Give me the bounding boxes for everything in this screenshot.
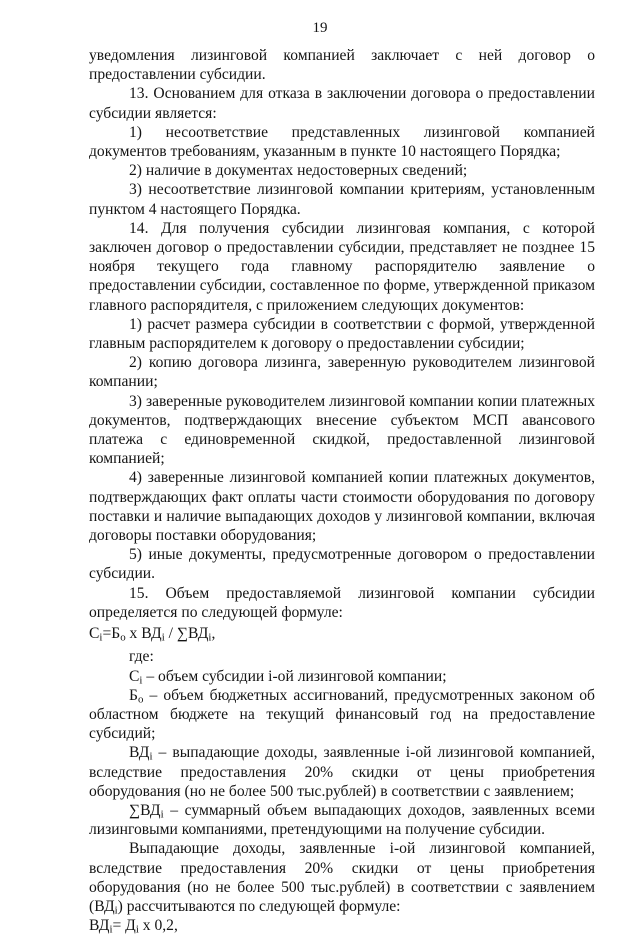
paragraph: 5) иные документы, предусмотренные договором о предоставлении субсидии. bbox=[89, 546, 595, 583]
paragraph: 3) несоответствие лизинговой компании критериям, установленным пунктом 4 настоящего Порядка. bbox=[89, 181, 595, 218]
paragraph-list bbox=[89, 46, 595, 622]
paragraph: уведомления лизинговой компанией заключает с ней договор о предоставлении субсидии. bbox=[89, 47, 595, 84]
definition-b: $Б_о$ – объем бюджетных ассигнований, предусмотренных законом об областном бюджете на текущий финансовый год на предоставление субсидий; bbox=[89, 686, 595, 743]
paragraph: 2) копию договора лизинга, заверенную руководителем лизинговой компании; bbox=[89, 354, 595, 391]
paragraph: 4) заверенные лизинговой компанией копии платежных документов, подтверждающих факт оплаты части стоимости оборудования по договору поставки и наличие выпадающих доходов у лизинговой компании, включая договоры поставки оборудования; bbox=[89, 469, 595, 545]
paragraph: 1) несоответствие представленных лизинговой компанией документов требованиям, указанным в пункте 10 настоящего Порядка; bbox=[89, 123, 595, 161]
paragraph: 3) заверенные руководителем лизинговой компании копии платежных документов, подтверждающих внесение субъектом МСП авансового платежа с единовременной скидкой, предоставленной лизинговой компанией; bbox=[89, 392, 595, 468]
paragraph: 1) расчет размера субсидии в соответствии с формой, утвержденной главным распорядителем к договору о предоставлении субсидии; bbox=[89, 315, 595, 353]
formula-subsidy: $С_i=Б_о$ х $ВД_i / \sum ВД_i$, bbox=[89, 625, 216, 644]
page-number: 19 bbox=[312, 20, 328, 36]
paragraph: 2) наличие в документах недостоверных сведений; bbox=[129, 162, 468, 180]
document-body bbox=[89, 46, 595, 935]
where-label: где: bbox=[129, 648, 154, 666]
definition-c: $С_i$ – объем субсидии i-ой лизинговой компании; bbox=[129, 667, 447, 687]
definition-vd: $ВД_i$ – выпадающие доходы, заявленные i-ой лизинговой компанией, вследствие предоставления 20% скидки от цены приобретения оборудования (но не более 500 тыс.рублей) в соответствии с заявлением; bbox=[89, 744, 595, 800]
formula-lost-income: $ВД_i= Д_i$ х 0,2, bbox=[89, 917, 178, 936]
paragraph-lost-income: Выпадающие доходы, заявленные i-ой лизинговой компанией, вследствие предоставления 20% скидки от цены приобретения оборудования (но не более 500 тыс.рублей) в соответствии с заявлением $(ВД_i)$ рассчитываются по следующей формуле: bbox=[89, 840, 595, 917]
paragraph: 13. Основанием для отказа в заключении договора о предоставлении субсидии является: bbox=[89, 85, 595, 122]
definition-sum-vd: $\sum ВД_i$ – суммарный объем выпадающих доходов, заявленных всеми лизинговыми компаниями, претендующими на получение субсидии. bbox=[89, 801, 595, 839]
paragraph: 15. Объем предоставляемой лизинговой компании субсидии определяется по следующей формуле: bbox=[89, 584, 595, 621]
paragraph: 14. Для получения субсидии лизинговая компания, с которой заключен договор о предоставлении субсидии, представляет не позднее 15 ноября текущего года главному распорядителю заявление о предоставлении субсидии, составленное по форме, утвержденной приказом главного распорядителя, с приложением следующих документов: bbox=[89, 219, 595, 314]
